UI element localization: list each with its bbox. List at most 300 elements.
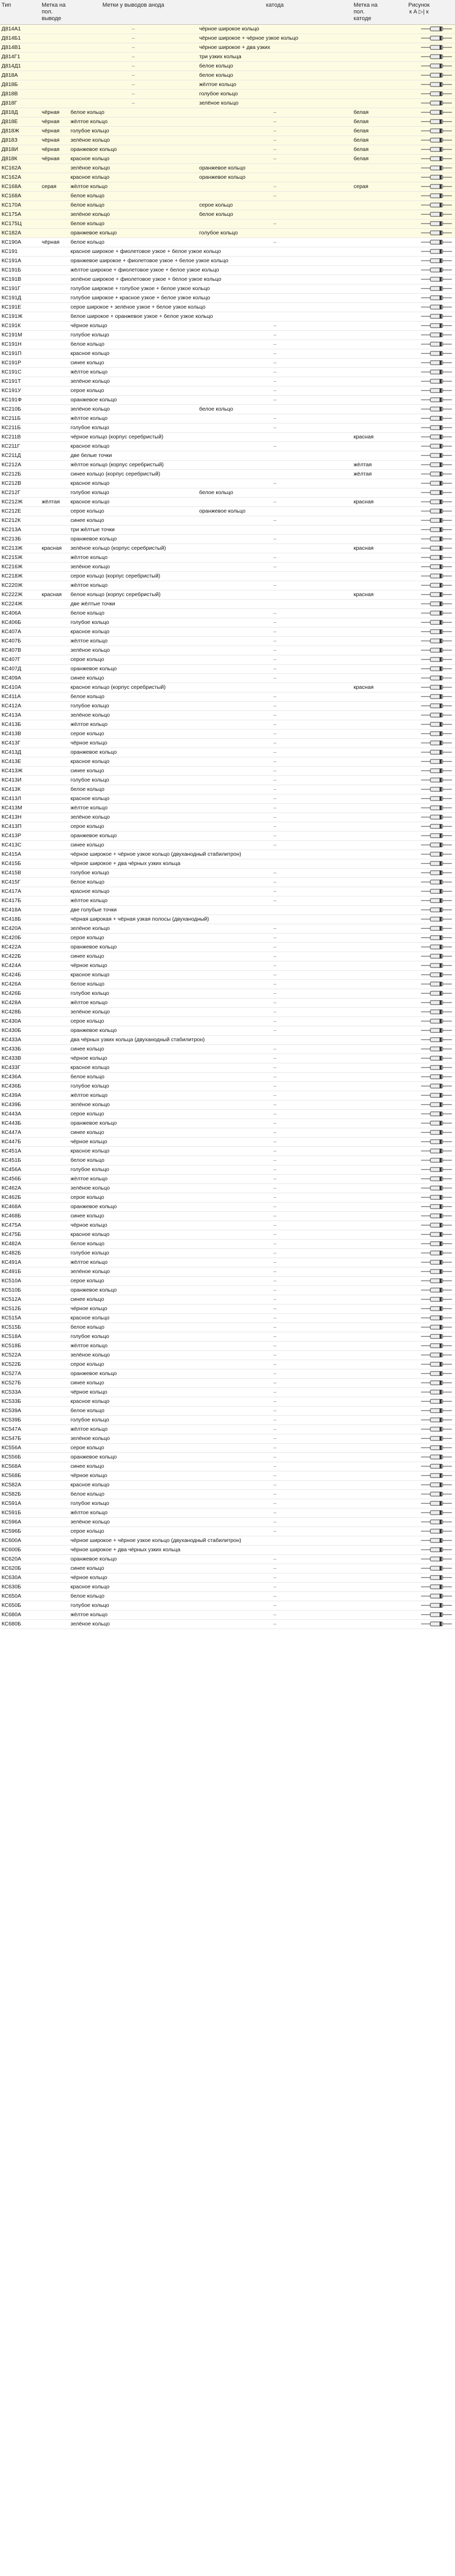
cell-type: КС547А — [0, 1425, 40, 1434]
cell-mark-lead2 — [352, 1045, 383, 1054]
cell-picture — [383, 665, 455, 674]
diode-icon — [420, 481, 453, 486]
cell-mark-cathode: – — [198, 1555, 352, 1564]
cell-mark-lead — [40, 1518, 69, 1527]
cell-mark-cathode: – — [198, 1267, 352, 1277]
cell-mark-lead2 — [352, 572, 383, 581]
table-row — [0, 1444, 455, 1453]
cell-mark-anode: серое кольцо — [69, 507, 198, 516]
cell-mark-anode: синее кольцо — [69, 767, 198, 776]
diode-band — [440, 824, 442, 828]
diode-band — [440, 286, 442, 291]
diode-band — [440, 249, 442, 253]
diode-icon — [420, 1250, 453, 1256]
cell-type: КС412А — [0, 702, 40, 711]
diode-band — [440, 166, 442, 170]
diode-icon — [420, 981, 453, 987]
cell-picture — [383, 600, 455, 609]
cell-picture — [383, 451, 455, 461]
table-row — [0, 767, 455, 776]
cell-mark-lead — [40, 609, 69, 618]
table-row — [0, 711, 455, 720]
cell-mark-lead2 — [352, 915, 383, 924]
cell-mark-lead — [40, 896, 69, 906]
diode-icon — [420, 1139, 453, 1144]
cell-type: КС424А — [0, 961, 40, 971]
diode-band — [440, 1186, 442, 1190]
diode-icon — [420, 323, 453, 328]
cell-type: КС413Ж — [0, 767, 40, 776]
cell-type: Д814Б1 — [0, 34, 40, 43]
cell-mark-cathode: оранжевое кольцо — [198, 164, 352, 173]
cell-mark-lead — [40, 1499, 69, 1509]
cell-type: КС515А — [0, 1314, 40, 1323]
cell-type: КС213А — [0, 526, 40, 535]
cell-mark-lead — [40, 229, 69, 238]
cell-picture — [383, 980, 455, 989]
col-mark-lead2: Метка на пол. катоде — [352, 0, 383, 25]
cell-mark-cathode: – — [198, 785, 352, 794]
cell-mark-cathode: – — [198, 377, 352, 386]
cell-mark-lead — [40, 247, 69, 257]
cell-mark-lead2 — [352, 887, 383, 896]
cell-mark-lead2: красная — [352, 498, 383, 507]
table-row — [0, 1193, 455, 1202]
cell-mark-anode: синее кольцо — [69, 359, 198, 368]
cell-mark-lead — [40, 859, 69, 869]
diode-band — [440, 565, 442, 569]
table-row — [0, 563, 455, 572]
cell-mark-lead2 — [352, 396, 383, 405]
cell-picture — [383, 498, 455, 507]
diode-icon — [420, 685, 453, 690]
cell-picture — [383, 637, 455, 646]
cell-mark-lead — [40, 507, 69, 516]
cell-picture — [383, 377, 455, 386]
cell-picture — [383, 1360, 455, 1369]
cell-mark-lead — [40, 1323, 69, 1332]
cell-mark-anode: жёлтое кольцо — [69, 637, 198, 646]
diode-band — [440, 463, 442, 467]
cell-picture — [383, 720, 455, 730]
cell-mark-anode: оранжевое кольцо — [69, 1453, 198, 1462]
diode-band — [440, 296, 442, 300]
cell-type: КС510Б — [0, 1286, 40, 1295]
diode-band — [440, 620, 442, 624]
cell-picture — [383, 1564, 455, 1573]
table-row — [0, 553, 455, 563]
cell-mark-anode: зелёное кольцо — [69, 1100, 198, 1110]
cell-mark-lead2 — [352, 720, 383, 730]
cell-mark-lead — [40, 1490, 69, 1499]
cell-mark-cathode: – — [198, 1453, 352, 1462]
diode-band — [440, 407, 442, 411]
cell-mark-lead2 — [352, 1249, 383, 1258]
diode-band — [440, 741, 442, 745]
cell-mark-anode: голубое кольцо — [69, 702, 198, 711]
diode-icon — [420, 852, 453, 857]
cell-mark-anode: жёлтое кольцо — [69, 1611, 198, 1620]
cell-type: КС512Б — [0, 1304, 40, 1314]
cell-mark-lead — [40, 1314, 69, 1323]
cell-mark-cathode: – — [198, 331, 352, 340]
cell-mark-lead2 — [352, 757, 383, 767]
cell-mark-lead: чёрная — [40, 136, 69, 145]
cell-mark-lead — [40, 850, 69, 859]
diode-band — [440, 648, 442, 652]
cell-mark-anode: белое кольцо — [69, 1323, 198, 1332]
table-row — [0, 692, 455, 702]
diode-icon — [420, 138, 453, 143]
diode-icon — [420, 1037, 453, 1042]
diode-icon — [420, 1111, 453, 1116]
cell-mark-anode: голубое кольцо — [69, 1249, 198, 1258]
diode-band — [440, 1288, 442, 1292]
cell-mark-lead2 — [352, 600, 383, 609]
cell-mark-lead — [40, 90, 69, 99]
cell-type: КС439Б — [0, 1100, 40, 1110]
col-mark-lead: Метка на пол. выводе — [40, 0, 69, 25]
cell-mark-anode: голубое кольцо — [69, 1082, 198, 1091]
diode-icon — [420, 1278, 453, 1283]
cell-picture — [383, 359, 455, 368]
diode-icon — [420, 898, 453, 903]
cell-mark-anode: красное кольцо — [69, 1314, 198, 1323]
table-row — [0, 1175, 455, 1184]
col-picture-sub: к А ▷| к — [409, 9, 429, 15]
cell-type: КС168А — [0, 192, 40, 201]
cell-picture — [383, 507, 455, 516]
cell-mark-anode: чёрное кольцо — [69, 1054, 198, 1063]
cell-mark-anode: зелёное кольцо — [69, 1267, 198, 1277]
cell-mark-lead2 — [352, 646, 383, 655]
cell-type: КС422Б — [0, 952, 40, 961]
cell-type: КС220Ж — [0, 581, 40, 590]
cell-picture — [383, 1277, 455, 1286]
diode-band — [440, 324, 442, 328]
cell-type: КС443Б — [0, 1119, 40, 1128]
cell-mark-lead2 — [352, 1008, 383, 1017]
cell-picture — [383, 1620, 455, 1629]
cell-mark-cathode: – — [198, 1230, 352, 1240]
diode-band — [440, 268, 442, 272]
cell-mark-anode: голубое кольцо — [69, 1601, 198, 1611]
cell-picture — [383, 80, 455, 90]
cell-mark-lead — [40, 989, 69, 998]
cell-mark-lead — [40, 192, 69, 201]
cell-mark-cathode: – — [198, 1323, 352, 1332]
cell-mark-cathode: голубое кольцо — [198, 229, 352, 238]
diode-icon — [420, 722, 453, 727]
cell-type: КС436Б — [0, 1082, 40, 1091]
diode-band — [440, 759, 442, 764]
col-mark-cathode: катода — [198, 0, 352, 25]
cell-type: КС600Б — [0, 1546, 40, 1555]
diode-band — [440, 592, 442, 597]
table-row — [0, 961, 455, 971]
diode-icon — [420, 694, 453, 699]
cell-picture — [383, 1601, 455, 1611]
cell-mark-lead2 — [352, 1453, 383, 1462]
cell-picture — [383, 1462, 455, 1471]
cell-mark-lead2 — [352, 563, 383, 572]
diode-band — [440, 1613, 442, 1617]
cell-type: КС162А — [0, 164, 40, 173]
cell-mark-anode: красное кольцо (корпус серебристый) — [69, 683, 198, 692]
cell-picture — [383, 655, 455, 665]
diode-icon — [420, 944, 453, 950]
table-row — [0, 1490, 455, 1499]
diode-icon — [420, 26, 453, 31]
diode-band — [440, 82, 442, 87]
diode-icon — [420, 1352, 453, 1358]
cell-picture — [383, 1128, 455, 1138]
cell-mark-lead — [40, 1045, 69, 1054]
cell-mark-lead: красная — [40, 544, 69, 553]
cell-mark-cathode: – — [198, 386, 352, 396]
diode-icon — [420, 1538, 453, 1543]
diode-band — [440, 889, 442, 893]
cell-mark-anode: – — [69, 25, 198, 34]
diode-band — [440, 1010, 442, 1014]
cell-type: КС222Ж — [0, 590, 40, 600]
cell-mark-lead2 — [352, 1230, 383, 1240]
table-row — [0, 321, 455, 331]
cell-mark-lead — [40, 618, 69, 628]
cell-mark-lead — [40, 665, 69, 674]
cell-mark-lead — [40, 720, 69, 730]
cell-mark-lead2 — [352, 516, 383, 526]
cell-mark-lead — [40, 1462, 69, 1471]
cell-mark-anode: белое кольцо — [69, 238, 198, 247]
diode-band — [440, 1103, 442, 1107]
table-row — [0, 980, 455, 989]
diode-band — [440, 1047, 442, 1051]
cell-picture — [383, 1314, 455, 1323]
col-type: Тип — [0, 0, 40, 25]
diode-band — [440, 240, 442, 244]
cell-mark-lead — [40, 526, 69, 535]
cell-mark-anode: оранжевое широкое + фиолетовое узкое + белое узкое кольцо — [69, 257, 352, 266]
cell-type: КС475А — [0, 1221, 40, 1230]
cell-mark-anode: белое кольцо — [69, 1073, 198, 1082]
cell-mark-lead — [40, 368, 69, 377]
cell-type: КС433Г — [0, 1063, 40, 1073]
diode-band — [440, 713, 442, 717]
cell-type: КС415Г — [0, 878, 40, 887]
cell-type: КС420Б — [0, 934, 40, 943]
cell-mark-cathode: – — [198, 359, 352, 368]
cell-picture — [383, 841, 455, 850]
cell-mark-lead2 — [352, 1286, 383, 1295]
cell-mark-cathode: – — [198, 498, 352, 507]
cell-mark-anode: жёлтое кольцо — [69, 720, 198, 730]
diode-icon — [420, 805, 453, 810]
cell-mark-cathode — [198, 590, 352, 600]
cell-mark-cathode — [198, 433, 352, 442]
cell-mark-cathode: – — [198, 1100, 352, 1110]
cell-picture — [383, 396, 455, 405]
cell-mark-anode: жёлтое широкое + фиолетовое узкое + белое узкое кольцо — [69, 266, 352, 275]
cell-mark-lead — [40, 303, 69, 312]
cell-type: КС556А — [0, 1444, 40, 1453]
cell-mark-lead2 — [352, 1110, 383, 1119]
cell-mark-lead — [40, 1481, 69, 1490]
cell-mark-anode: оранжевое кольцо — [69, 832, 198, 841]
diode-band — [440, 1622, 442, 1626]
cell-mark-lead — [40, 1388, 69, 1397]
cell-picture — [383, 182, 455, 192]
diode-band — [440, 361, 442, 365]
cell-mark-lead2 — [352, 1073, 383, 1082]
cell-mark-anode: зелёное кольцо — [69, 136, 198, 145]
cell-mark-lead2: белая — [352, 136, 383, 145]
table-row — [0, 386, 455, 396]
cell-mark-lead — [40, 767, 69, 776]
table-row — [0, 1434, 455, 1444]
table-row — [0, 924, 455, 934]
table-row — [0, 238, 455, 247]
cell-mark-lead — [40, 924, 69, 934]
cell-mark-lead2 — [352, 924, 383, 934]
cell-type: КС212Б — [0, 470, 40, 479]
cell-mark-lead2 — [352, 247, 383, 257]
cell-mark-cathode: – — [198, 980, 352, 989]
diode-icon — [420, 425, 453, 430]
cell-mark-lead2 — [352, 637, 383, 646]
cell-mark-lead — [40, 563, 69, 572]
cell-mark-cathode: – — [198, 1509, 352, 1518]
cell-picture — [383, 34, 455, 43]
cell-mark-anode: – — [69, 71, 198, 80]
diode-icon — [420, 1621, 453, 1626]
cell-mark-cathode: – — [198, 136, 352, 145]
cell-mark-lead2 — [352, 257, 383, 266]
cell-mark-lead — [40, 804, 69, 813]
cell-type: КС426А — [0, 980, 40, 989]
cell-mark-cathode: – — [198, 1258, 352, 1267]
diode-icon — [420, 1232, 453, 1237]
cell-mark-cathode: – — [198, 971, 352, 980]
cell-mark-anode: оранжевое кольцо — [69, 665, 198, 674]
table-row — [0, 1397, 455, 1406]
cell-mark-cathode: оранжевое кольцо — [198, 173, 352, 182]
cell-mark-anode: синее кольцо — [69, 1564, 198, 1573]
diode-icon — [420, 1028, 453, 1033]
diode-band — [440, 1130, 442, 1134]
table-row — [0, 117, 455, 127]
cell-mark-cathode: – — [198, 219, 352, 229]
cell-mark-cathode: – — [198, 637, 352, 646]
cell-mark-lead — [40, 321, 69, 331]
cell-picture — [383, 1286, 455, 1295]
table-row — [0, 1481, 455, 1490]
cell-picture — [383, 1351, 455, 1360]
cell-mark-lead — [40, 210, 69, 219]
cell-mark-anode: красное широкое + фиолетовое узкое + белое узкое кольцо — [69, 247, 352, 257]
diode-icon — [420, 462, 453, 467]
cell-mark-lead — [40, 396, 69, 405]
cell-mark-anode: красное кольцо — [69, 887, 198, 896]
diode-icon — [420, 388, 453, 393]
cell-picture — [383, 1202, 455, 1212]
cell-mark-cathode: – — [198, 1054, 352, 1063]
cell-mark-anode: красное кольцо — [69, 173, 198, 182]
cell-mark-lead — [40, 80, 69, 90]
cell-mark-lead2 — [352, 359, 383, 368]
cell-mark-lead2 — [352, 71, 383, 80]
table-row — [0, 655, 455, 665]
cell-mark-lead2 — [352, 1406, 383, 1416]
cell-mark-lead2 — [352, 312, 383, 321]
diode-band — [440, 351, 442, 355]
cell-mark-lead2 — [352, 340, 383, 349]
cell-type: КС568Б — [0, 1471, 40, 1481]
cell-picture — [383, 785, 455, 794]
cell-mark-lead — [40, 1351, 69, 1360]
diode-band — [440, 1149, 442, 1153]
table-row — [0, 1314, 455, 1323]
cell-picture — [383, 924, 455, 934]
cell-mark-lead — [40, 1100, 69, 1110]
diode-band — [440, 184, 442, 189]
cell-type: Д818Ж — [0, 127, 40, 136]
cell-mark-cathode: – — [198, 1527, 352, 1536]
diode-band — [440, 1325, 442, 1329]
cell-picture — [383, 850, 455, 859]
cell-mark-lead — [40, 1611, 69, 1620]
table-row — [0, 461, 455, 470]
cell-picture — [383, 1156, 455, 1165]
cell-mark-lead2 — [352, 80, 383, 90]
cell-mark-anode: жёлтое кольцо — [69, 998, 198, 1008]
cell-mark-cathode: – — [198, 1017, 352, 1026]
diode-icon — [420, 1297, 453, 1302]
diode-band — [440, 1501, 442, 1505]
cell-mark-lead2 — [352, 1462, 383, 1471]
cell-mark-lead2 — [352, 1351, 383, 1360]
cell-mark-lead2: белая — [352, 117, 383, 127]
cell-type: КС447Б — [0, 1138, 40, 1147]
cell-mark-lead2 — [352, 90, 383, 99]
cell-mark-anode: зелёное кольцо — [69, 1351, 198, 1360]
table-row — [0, 1555, 455, 1564]
cell-mark-lead — [40, 1369, 69, 1379]
cell-mark-lead2: жёлтая — [352, 470, 383, 479]
diode-icon — [420, 332, 453, 337]
cell-type: КС191Р — [0, 359, 40, 368]
diode-icon — [420, 1287, 453, 1293]
cell-mark-lead2 — [352, 368, 383, 377]
table-row — [0, 1082, 455, 1091]
cell-mark-cathode: – — [198, 730, 352, 739]
diode-icon — [420, 842, 453, 848]
diode-band — [440, 769, 442, 773]
diode-icon — [420, 1380, 453, 1385]
cell-mark-anode: голубое кольцо — [69, 331, 198, 340]
diode-icon — [420, 1269, 453, 1274]
cell-picture — [383, 145, 455, 155]
cell-picture — [383, 572, 455, 581]
table-row — [0, 581, 455, 590]
cell-mark-lead — [40, 442, 69, 451]
cell-mark-lead — [40, 915, 69, 924]
cell-mark-anode: зелёное кольцо — [69, 1184, 198, 1193]
diode-band — [440, 490, 442, 495]
cell-mark-cathode: – — [198, 692, 352, 702]
table-row — [0, 1240, 455, 1249]
diode-band — [440, 917, 442, 921]
